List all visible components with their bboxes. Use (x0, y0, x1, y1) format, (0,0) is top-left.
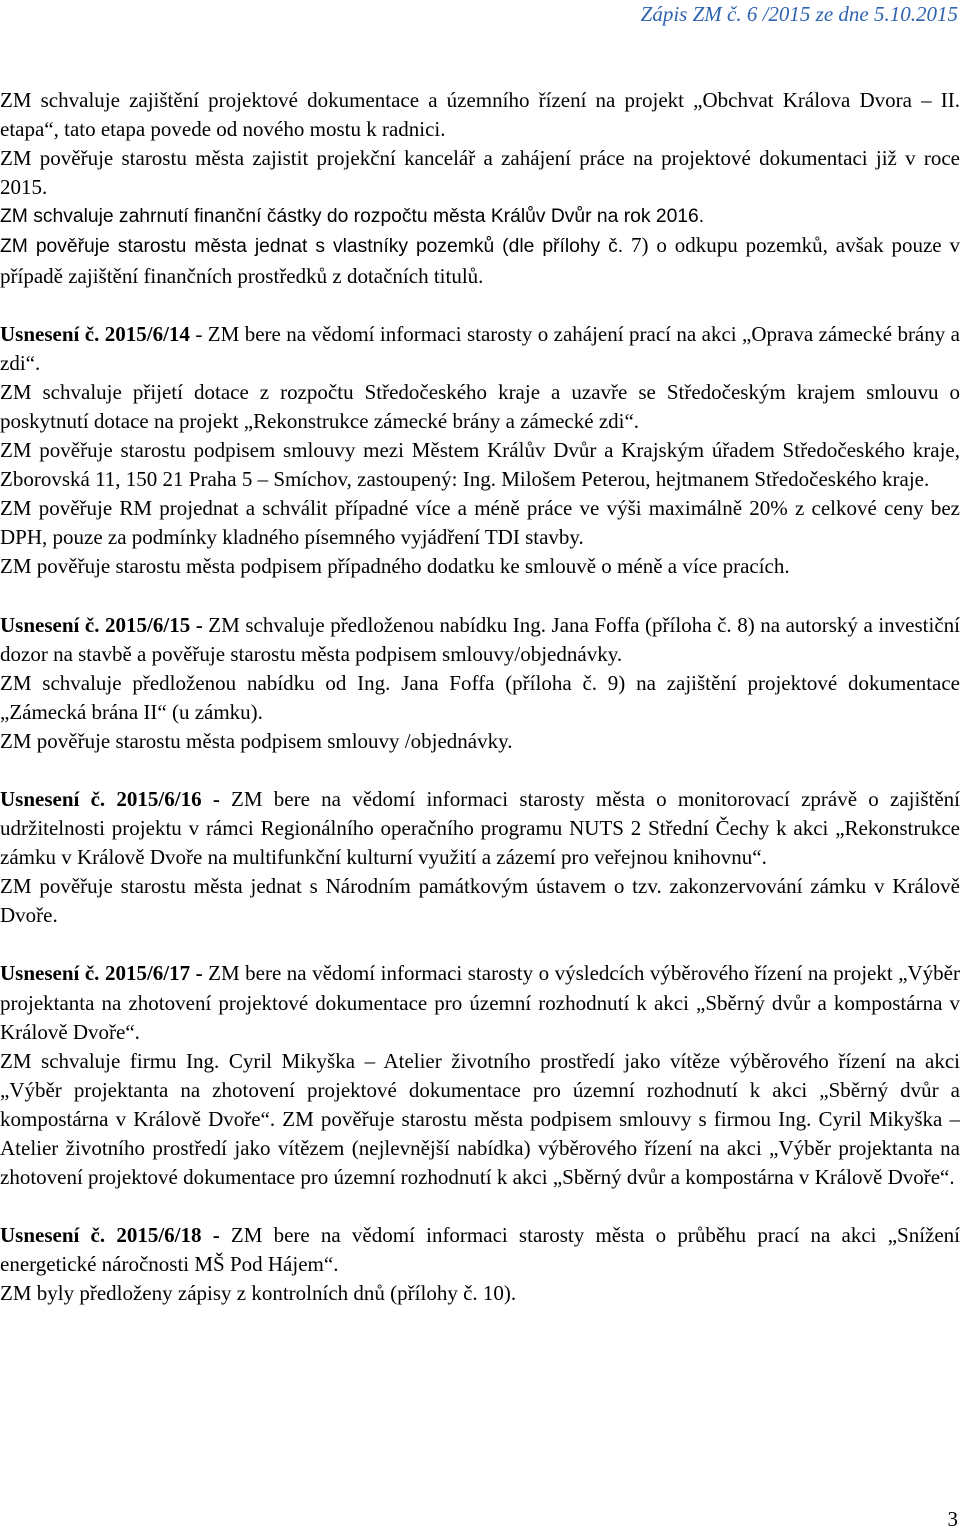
resolution-2015-6-15 (0, 611, 960, 756)
resolution-paragraph (0, 611, 960, 669)
resolution-paragraph: ZM pověřuje starostu města podpisem případného dodatku ke smlouvě o méně a více pracích. (0, 554, 790, 579)
resolution-paragraph: ZM schvaluje předloženou nabídku od Ing. Jana Foffa (příloha č. 9) na zajištění projektové dokumentace „Zámecká brána II“ (u zámku). (0, 670, 960, 724)
resolution-text: ZM schvaluje předloženou nabídku Ing. Jana Foffa (příloha č. 8) na autorský a investiční dozor na stavbě a pověřuje starostu města podpisem smlouvy/objednávky. (0, 612, 960, 666)
resolution-label: Usnesení č. (0, 321, 100, 346)
resolution-2015-6-17 (0, 959, 960, 1192)
resolution-paragraph: ZM pověřuje starostu města podpisem smlouvy /objednávky. (0, 728, 513, 753)
resolution-text: ZM bere na vědomí informaci starosty o výsledcích výběrového řízení na projekt „Výběr projektanta na zhotovení projektové dokumentace pro územní rozhodnutí k akci „Sběrný dvůr a kompostárna v Králově Dvoře“. (0, 961, 960, 1044)
resolution-paragraph: ZM byly předloženy zápisy z kontrolních dnů (přílohy č. 10). (0, 1281, 517, 1306)
intro-section (0, 86, 960, 291)
resolution-label: Usnesení č. (0, 786, 106, 811)
resolution-label: Usnesení č. (0, 961, 100, 986)
resolution-number: 2015/6/16 - (116, 786, 220, 811)
resolution-text: - ZM bere na vědomí informaci starosty o zahájení prací na akci „Oprava zámecké brány a zdi“. (0, 321, 960, 375)
resolution-2015-6-18 (0, 1221, 960, 1308)
document-body (0, 86, 960, 1308)
resolution-paragraph (0, 320, 960, 378)
resolution-label: Usnesení č. (0, 1223, 106, 1248)
intro-paragraph: ZM schvaluje zajištění projektové dokumentace a územního řízení na projekt „Obchvat Králova Dvora – II. etapa“, tato etapa povede od nového mostu k radnici. (0, 88, 960, 142)
intro-paragraph: ZM schvaluje zahrnutí finanční částky do rozpočtu města Králův Dvůr na rok 2016. (0, 206, 705, 228)
resolution-paragraph: ZM pověřuje RM projednat a schválit případné více a méně práce ve výši maximálně 20% z celkové ceny bez DPH, pouze za podmínky kladného písemného vyjádření TDI stavby. (0, 496, 960, 550)
resolution-2015-6-14 (0, 320, 960, 582)
resolution-number: 2015/6/14 (104, 321, 190, 346)
resolution-text: ZM bere na vědomí informaci starosty města o monitorovací zprávě o zajištění udržitelnosti projektu v rámci Regionálního operačního programu NUTS 2 Střední Čechy k akci „Rekonstrukce zámku v Králově Dvoře na multifunkční kulturní využití a zázemí pro veřejnou knihovnu“. (0, 786, 960, 870)
resolution-2015-6-16 (0, 785, 960, 930)
resolution-paragraph: ZM pověřuje starostu města jednat s Národním památkovým ústavem o tzv. zakonzervování zámku v Králově Dvoře. (0, 874, 960, 928)
resolution-paragraph (0, 785, 960, 872)
intro-paragraph (0, 231, 960, 290)
resolution-label: Usnesení č. (0, 612, 100, 637)
document-header: Zápis ZM č. 6 /2015 ze dne 5.10.2015 (640, 2, 958, 26)
resolution-paragraph: ZM schvaluje firmu Ing. Cyril Mikyška – Atelier životního prostředí jako vítěze výběrového řízení na akci „Výběr projektanta na zhotovení projektové dokumentace pro územní rozhodnutí k akci „Sběrný dvůr a kompostárna v Králově Dvoře“. ZM pověřuje starostu města podpisem smlouvy s firmou Ing. Cyril Mikyška – Atelier životního prostředí jako vítězem (nejlevnější nabídka) výběrového řízení na akci „Výběr projektanta na zhotovení projektové dokumentace pro územní rozhodnutí k akci „Sběrný dvůr a kompostárna v Králově Dvoře“. (0, 1048, 960, 1190)
resolution-number: 2015/6/18 - (116, 1223, 220, 1248)
intro-paragraph: ZM pověřuje starostu města zajistit projekční kancelář a zahájení práce na projektové dokumentaci již v roce 2015. (0, 146, 960, 200)
page-number: 3 (947, 1507, 958, 1531)
intro-text-serif: 7) o odkupu pozemků, avšak pouze v případě zajištění finančních prostředků z dotačních titulů. (0, 233, 960, 288)
resolution-number: 2015/6/17 - (104, 961, 203, 986)
intro-text-sans: ZM pověřuje starostu města jednat s vlastníky pozemků (dle přílohy č. (0, 236, 624, 258)
resolution-paragraph (0, 959, 960, 1046)
resolution-paragraph (0, 1221, 960, 1279)
resolution-paragraph: ZM schvaluje přijetí dotace z rozpočtu Středočeského kraje a uzavře se Středočeským krajem smlouvu o poskytnutí dotace na projekt „Rekonstrukce zámecké brány a zámecké zdi“. (0, 379, 960, 433)
resolution-number: 2015/6/15 - (105, 612, 203, 637)
resolution-text: ZM bere na vědomí informaci starosty města o průběhu prací na akci „Snížení energetické náročnosti MŠ Pod Hájem“. (0, 1223, 960, 1277)
resolution-paragraph: ZM pověřuje starostu podpisem smlouvy mezi Městem Králův Dvůr a Krajským úřadem Středočeského kraje, Zborovská 11, 150 21 Praha 5 – Smíchov, zastoupený: Ing. Milošem Peterou, hejtmanem Středočeského kraje. (0, 438, 960, 492)
